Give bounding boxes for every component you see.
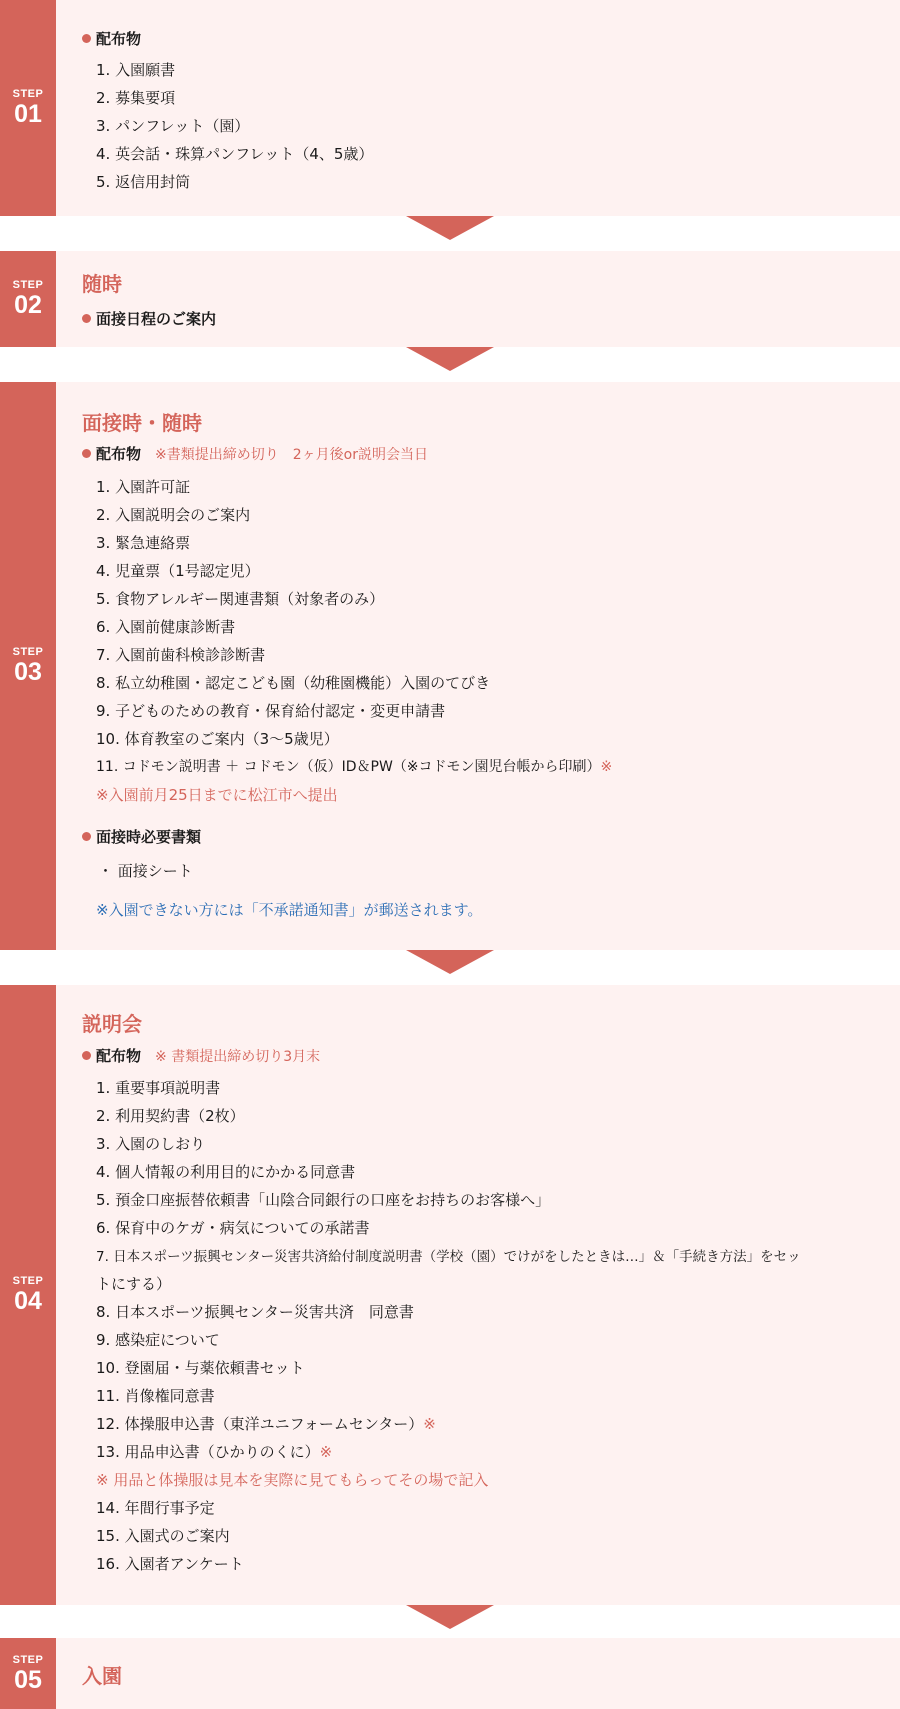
list-item: 5. 返信用封筒 — [96, 173, 191, 191]
list-item: 3. パンフレット（園） — [96, 117, 250, 135]
asterisk-mark: ※ — [423, 1415, 436, 1433]
bullet-dot-icon — [82, 832, 91, 841]
step-title: 面接時・随時 — [82, 411, 202, 435]
list-item: 7. 入園前歯科検診診断書 — [96, 646, 266, 664]
asterisk-mark: ※ — [319, 1443, 333, 1461]
list-item: 15. 入園式のご案内 — [96, 1527, 230, 1545]
list-item: 13. 用品申込書（ひかりのくに）※ — [96, 1443, 333, 1461]
list-item: 9. 子どものための教育・保育給付認定・変更申請書 — [96, 702, 446, 720]
step-title: 入園 — [82, 1664, 122, 1688]
list-item: 6. 保育中のケガ・病気についての承諾書 — [96, 1219, 370, 1237]
list-item: 2. 入園説明会のご案内 — [96, 506, 251, 524]
bullet-heading: 配布物 ※書類提出締め切り 2ヶ月後or説明会当日 — [82, 443, 428, 464]
list-item: 12. 体操服申込書（東洋ユニフォームセンター）※ — [96, 1415, 436, 1433]
arrow-down-icon — [406, 347, 494, 371]
step-number: 01 — [14, 100, 42, 128]
step-label — [0, 1638, 56, 1709]
arrow-down-icon — [406, 1605, 494, 1629]
list-item-continued: トにする） — [96, 1275, 172, 1293]
rejection-note: ※入園できない方には「不承諾通知書」が郵送されます。 — [96, 901, 483, 919]
step-04 — [0, 985, 900, 1605]
list-item: 6. 入園前健康診断書 — [96, 618, 236, 636]
bullet-heading: 配布物 ※ 書類提出締め切り3月末 — [82, 1045, 320, 1066]
list-item: 2. 利用契約書（2枚） — [96, 1107, 245, 1125]
list-item: 14. 年間行事予定 — [96, 1499, 215, 1517]
list-item: 10. 体育教室のご案内（3〜5歳児） — [96, 730, 339, 748]
step-word: STEP — [12, 279, 44, 291]
bullet-dot-icon — [82, 1051, 91, 1060]
list-item: 11. 肖像権同意書 — [96, 1387, 215, 1405]
step-word: STEP — [12, 646, 44, 658]
step-content — [56, 382, 900, 950]
step-number: 03 — [14, 658, 42, 686]
list-item: 10. 登園届・与薬依頼書セット — [96, 1359, 305, 1377]
fill-in-note: ※ 用品と体操服は見本を実際に見てもらってその場で記入 — [96, 1471, 489, 1489]
bullet-dot-icon — [82, 449, 91, 458]
list-item: 3. 緊急連絡票 — [96, 534, 191, 552]
step-title: 説明会 — [82, 1012, 142, 1036]
step-number: 02 — [14, 291, 42, 319]
bullet-heading: 面接日程のご案内 — [82, 308, 216, 329]
list-item: 4. 児童票（1号認定児） — [96, 562, 260, 580]
list-item: 9. 感染症について — [96, 1331, 220, 1349]
step-label — [0, 985, 56, 1605]
bullet-heading: 面接時必要書類 — [82, 826, 201, 847]
step-number: 05 — [14, 1665, 42, 1694]
step-content — [56, 985, 900, 1605]
bullet-dot-icon — [82, 314, 91, 323]
list-item: 8. 私立幼稚園・認定こども園（幼稚園機能）入園のてびき — [96, 674, 491, 692]
step-title: 随時 — [82, 272, 122, 296]
step-label — [0, 251, 56, 347]
step-03 — [0, 382, 900, 950]
list-item: 5. 食物アレルギー関連書類（対象者のみ） — [96, 590, 385, 608]
step-content — [56, 0, 900, 216]
step-01 — [0, 0, 900, 216]
step-05 — [0, 1638, 900, 1709]
step-label — [0, 0, 56, 216]
step-02 — [0, 251, 900, 347]
list-item: 11. コドモン説明書 ＋ コドモン（仮）ID＆PW（※コドモン園児台帳から印刷）※ — [96, 759, 613, 775]
list-item: 1. 重要事項説明書 — [96, 1079, 221, 1097]
step-word: STEP — [12, 88, 44, 100]
step-word: STEP — [12, 1275, 44, 1287]
bullet-heading: 配布物 — [82, 28, 141, 49]
deadline-note: ※ 書類提出締め切り3月末 — [155, 1049, 321, 1065]
step-content — [56, 1638, 900, 1709]
list-item: 8. 日本スポーツ振興センター災害共済 同意書 — [96, 1303, 414, 1321]
list-item: 4. 英会話・珠算パンフレット（4、5歳） — [96, 145, 374, 163]
list-item: ・ 面接シート — [98, 862, 193, 880]
bullet-dot-icon — [82, 34, 91, 43]
list-item: 5. 預金口座振替依頼書「山陰合同銀行の口座をお持ちのお客様へ」 — [96, 1191, 551, 1209]
deadline-note: ※書類提出締め切り 2ヶ月後or説明会当日 — [155, 447, 428, 463]
list-item: 2. 募集要項 — [96, 89, 176, 107]
list-item: 1. 入園許可証 — [96, 478, 191, 496]
list-item: 7. 日本スポーツ振興センター災害共済給付制度説明書（学校（園）でけがをしたときは…」＆「手続き方法」をセッ — [96, 1249, 801, 1265]
arrow-down-icon — [406, 216, 494, 240]
list-item: 4. 個人情報の利用目的にかかる同意書 — [96, 1163, 356, 1181]
step-word: STEP — [12, 1653, 44, 1666]
asterisk-mark: ※ — [600, 759, 613, 775]
step-content — [56, 251, 900, 347]
list-item: 1. 入園願書 — [96, 61, 176, 79]
step-number: 04 — [14, 1287, 42, 1315]
submission-note: ※入園前月25日までに松江市へ提出 — [96, 786, 338, 804]
step-label — [0, 382, 56, 950]
list-item: 3. 入園のしおり — [96, 1135, 206, 1153]
list-item: 16. 入園者アンケート — [96, 1555, 244, 1573]
arrow-down-icon — [406, 950, 494, 974]
